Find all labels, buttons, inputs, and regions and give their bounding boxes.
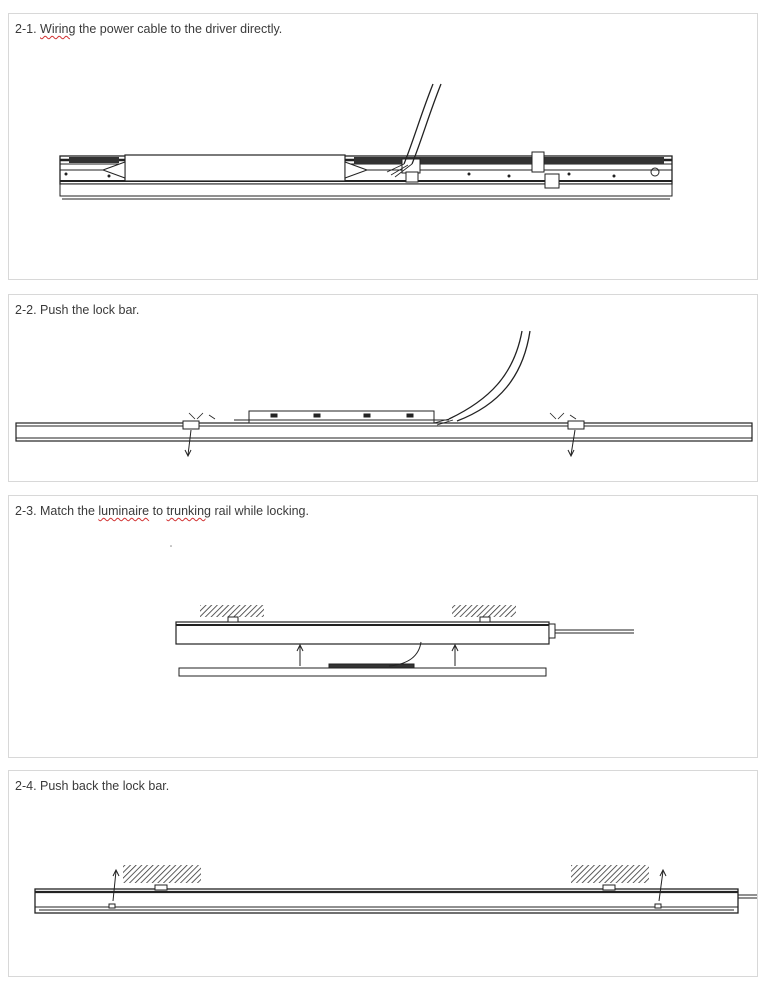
step-2-1-panel: [8, 13, 758, 280]
step-2-4-panel: [8, 770, 758, 977]
step-2-3-diagram: [9, 496, 759, 759]
caption-rest: the power cable to the driver directly.: [78, 22, 283, 36]
step-2-4-diagram: [9, 771, 759, 978]
step-2-3-panel: [8, 495, 758, 758]
caption-mid: to: [152, 504, 164, 518]
step-2-2-diagram: [9, 295, 759, 483]
step-2-2-caption: 2-2. Push the lock bar.: [15, 303, 140, 317]
caption-word-trunking: trunking: [166, 504, 211, 518]
caption-word: Wiring: [40, 22, 76, 36]
caption-prefix: 2-1.: [15, 22, 37, 36]
caption-rest: rail while locking.: [214, 504, 309, 518]
caption-word-luminaire: luminaire: [98, 504, 150, 518]
step-2-2-panel: [8, 294, 758, 482]
caption-prefix: 2-3. Match the: [15, 504, 95, 518]
step-2-1-diagram: [9, 14, 759, 281]
step-2-4-caption: 2-4. Push back the lock bar.: [15, 779, 170, 793]
